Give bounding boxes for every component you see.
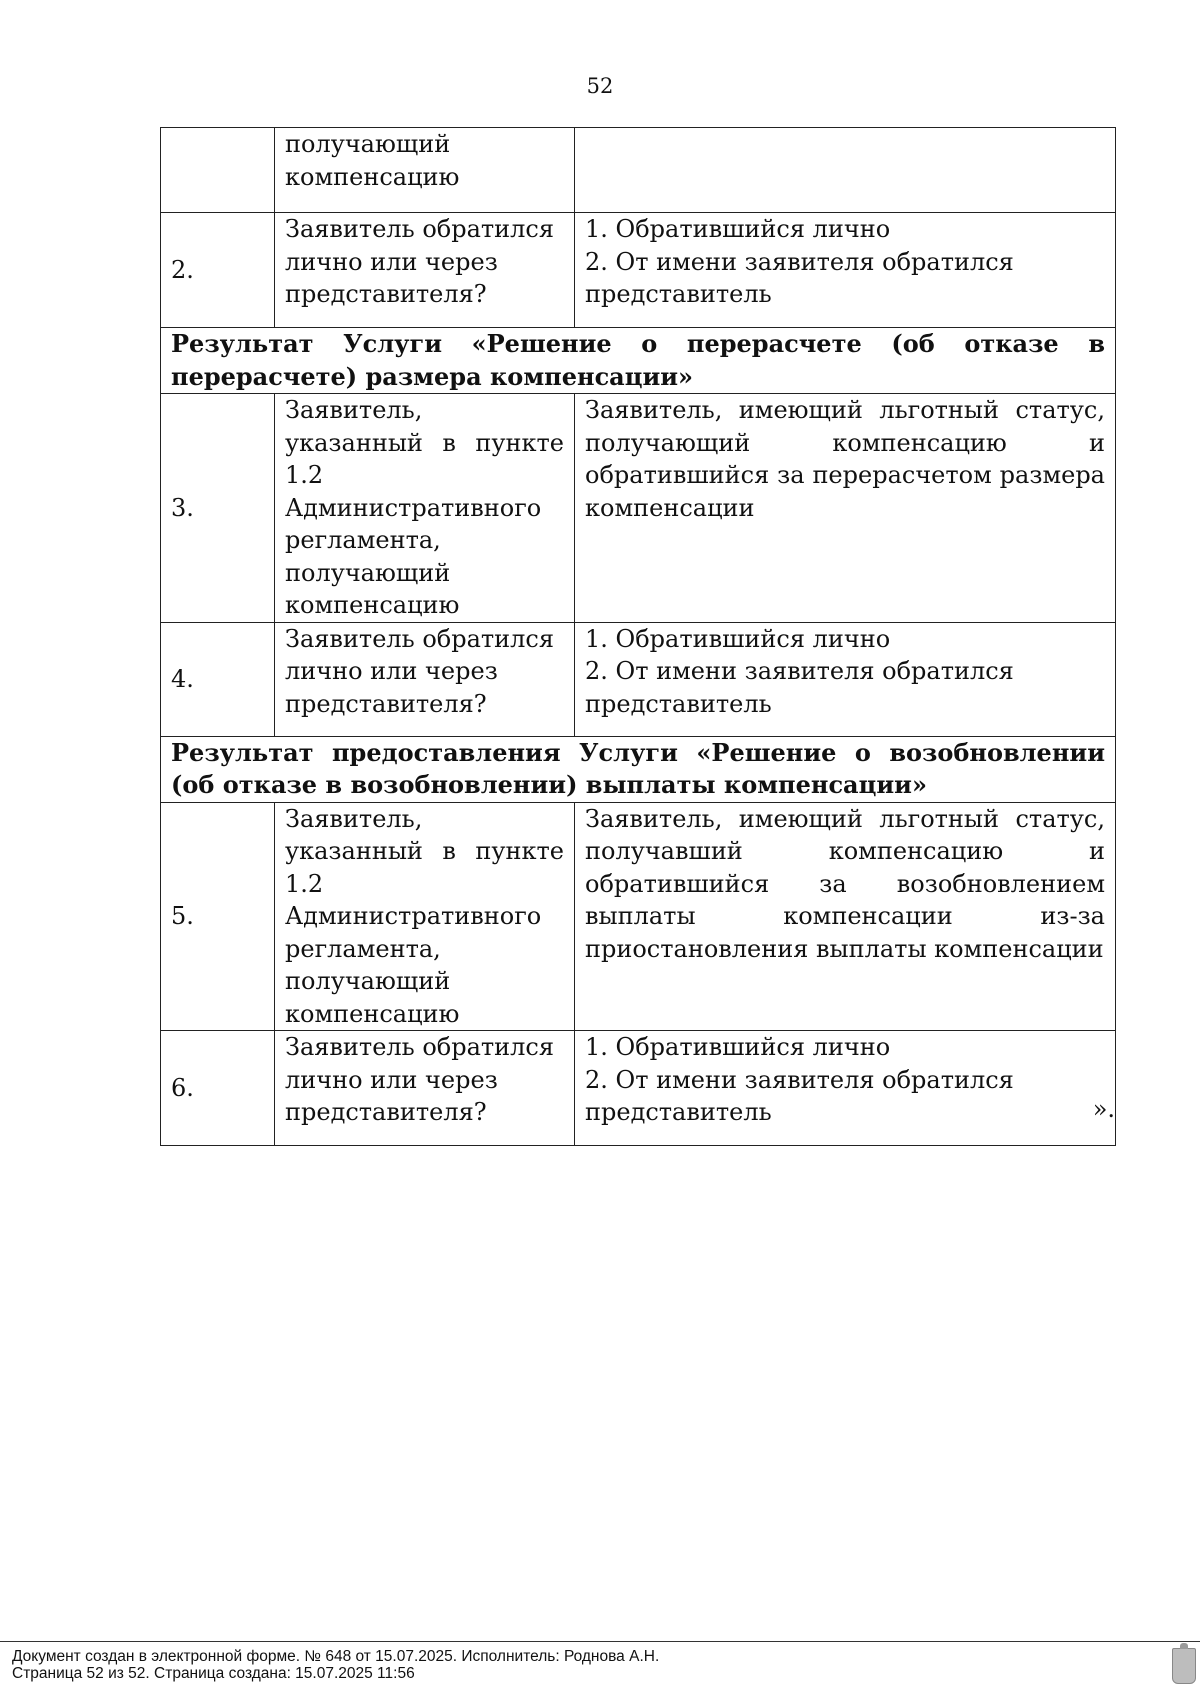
question-cell: Заявитель обратился лично или через представителя?: [275, 1031, 575, 1146]
footer-line-2: Страница 52 из 52. Страница создана: 15.07.2025 11:56: [12, 1665, 415, 1682]
answer-option: 2. От имени заявителя обратился представитель: [585, 247, 1014, 308]
footer-line-1: Документ создан в электронной форме. № 648 от 15.07.2025. Исполнитель: Роднова А.Н.: [12, 1648, 660, 1665]
row-number: 2.: [161, 213, 275, 328]
page-number: 52: [586, 74, 614, 98]
answer-cell: [575, 622, 1116, 736]
section-header-row: [161, 736, 1116, 802]
question-cell: получающий компенсацию: [275, 128, 575, 213]
section-header: Результат предоставления Услуги «Решение о возобновлении (об отказе в возобновлении) выплаты компенсации»: [161, 736, 1116, 802]
question-cell: Заявитель обратился лично или через представителя?: [275, 213, 575, 328]
answer-option: 1. Обратившийся лично: [585, 624, 891, 653]
section-header-row: [161, 328, 1116, 394]
row-number: 3.: [161, 394, 275, 623]
table-row: [161, 622, 1116, 736]
row-number: 6.: [161, 1031, 275, 1146]
footer-divider: [0, 1641, 1200, 1642]
section-header: Результат Услуги «Решение о перерасчете (об отказе в перерасчете) размера компенсации»: [161, 328, 1116, 394]
table-row: [161, 1031, 1116, 1146]
table-row: [161, 128, 1116, 213]
question-cell: Заявитель обратился лично или через представителя?: [275, 622, 575, 736]
document-footer: [12, 1648, 659, 1682]
answer-cell: [575, 128, 1116, 213]
criteria-table: [160, 127, 1116, 1146]
question-cell: Заявитель, указанный в пункте 1.2 Административного регламента, получающий компенсацию: [275, 802, 575, 1031]
row-number: 5.: [161, 802, 275, 1031]
closing-quote: ».: [1092, 1095, 1115, 1123]
table-row: [161, 802, 1116, 1031]
answer-cell: Заявитель, имеющий льготный статус, получающий компенсацию и обратившийся за перерасчетом размера компенсации: [575, 394, 1116, 623]
table-row: [161, 394, 1116, 623]
answer-option: 1. Обратившийся лично: [585, 215, 891, 243]
question-cell: Заявитель, указанный в пункте 1.2 Административного регламента, получающий компенсацию: [275, 394, 575, 623]
row-number: [161, 128, 275, 213]
answer-cell: Заявитель, имеющий льготный статус, получавший компенсацию и обратившийся за возобновлением выплаты компенсации из-за приостановления выплаты компенсации: [575, 802, 1116, 1031]
row-number: 4.: [161, 622, 275, 736]
answer-option: 1. Обратившийся лично: [585, 1033, 891, 1061]
answer-option: 2. От имени заявителя обратился представитель: [585, 1065, 1014, 1126]
table-row: [161, 213, 1116, 328]
coat-of-arms-icon: [1172, 1648, 1196, 1684]
answer-cell: [575, 1031, 1116, 1146]
answer-option: 2. От имени заявителя обратился представитель: [585, 657, 1014, 718]
answer-cell: [575, 213, 1116, 328]
